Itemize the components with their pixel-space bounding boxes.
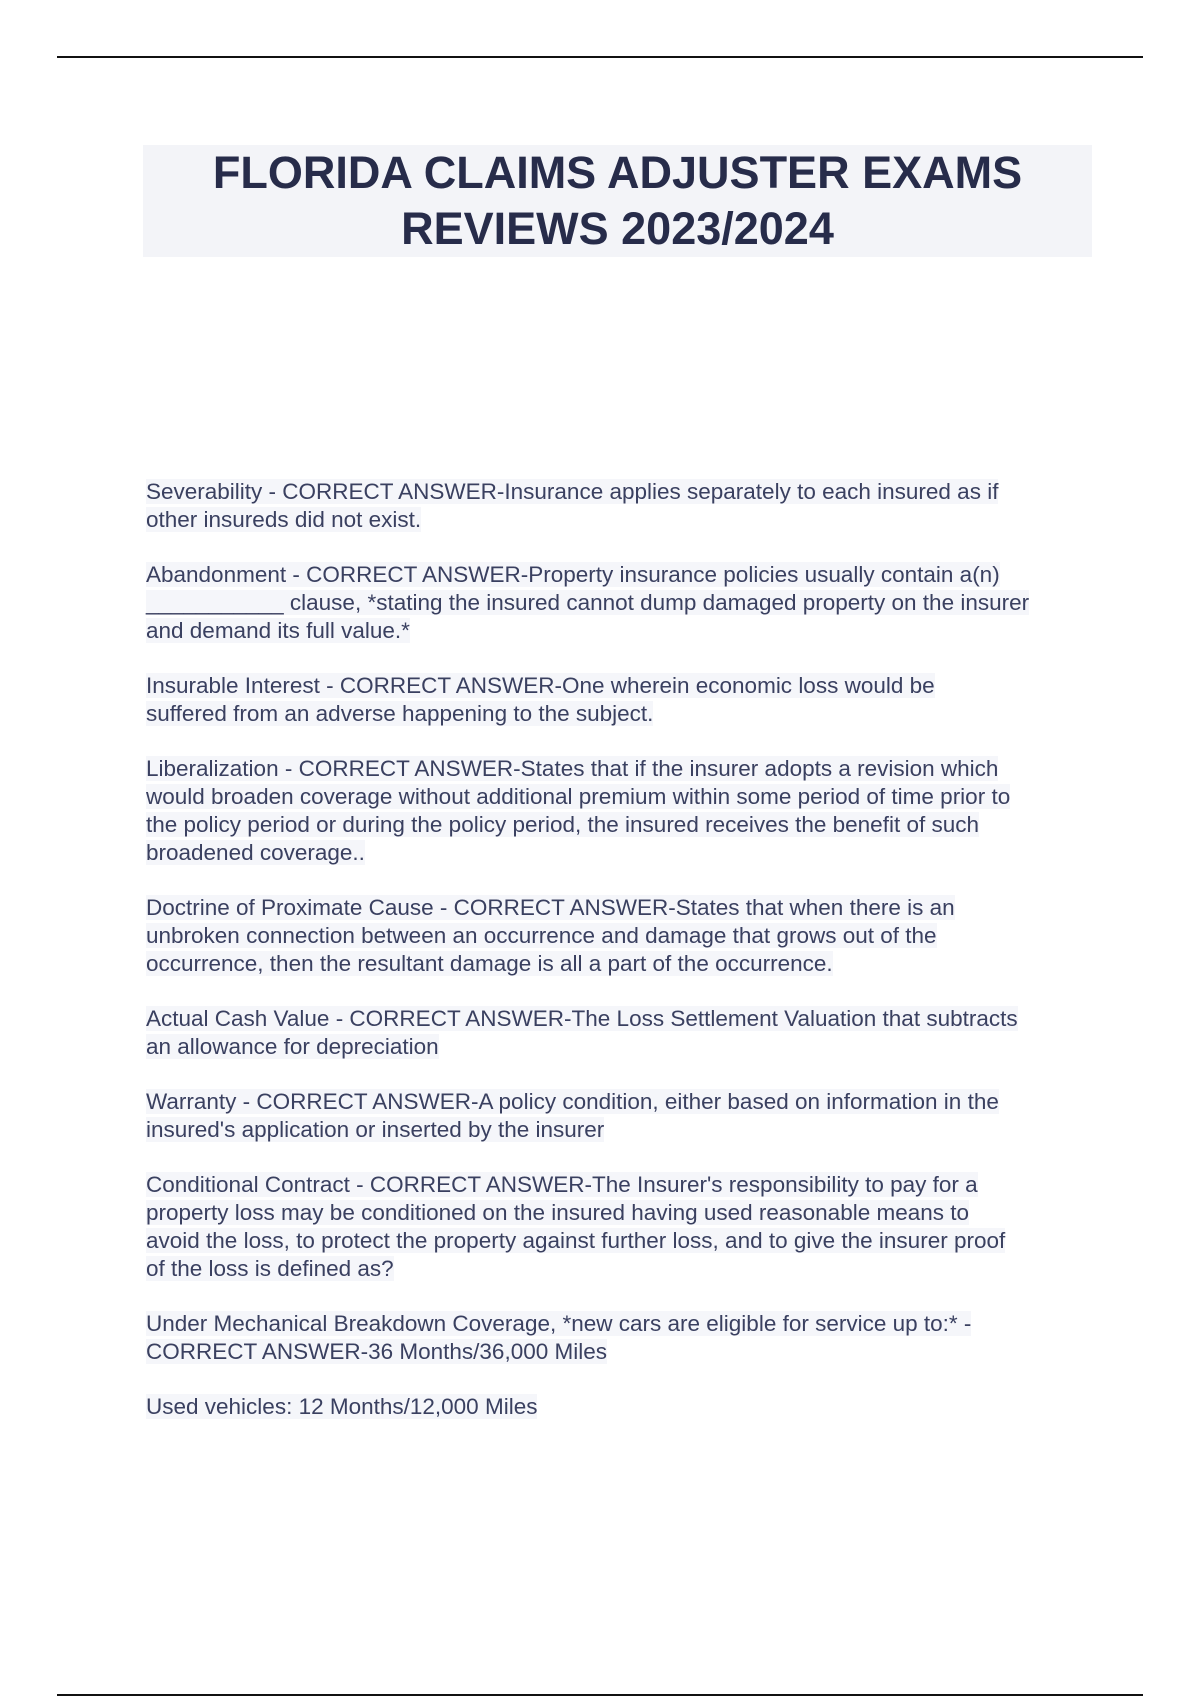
- qa-entry-line: [146, 1338, 1092, 1366]
- qa-entry: [146, 672, 1092, 728]
- qa-entry-text: Actual Cash Value - CORRECT ANSWER-The Loss Settlement Valuation that subtracts: [146, 1006, 1018, 1031]
- qa-entry-text: Used vehicles: 12 Months/12,000 Miles: [146, 1394, 538, 1419]
- qa-entry-line: [146, 589, 1092, 617]
- qa-entry-line: [146, 1171, 1092, 1199]
- qa-entries: [146, 478, 1092, 1448]
- qa-entry-line: [146, 1227, 1092, 1255]
- qa-entry-text: Warranty - CORRECT ANSWER-A policy condition, either based on information in the: [146, 1089, 999, 1114]
- qa-entry: [146, 755, 1092, 867]
- qa-entry: [146, 1171, 1092, 1283]
- qa-entry-text: suffered from an adverse happening to the subject.: [146, 701, 654, 726]
- qa-entry: [146, 1088, 1092, 1144]
- title-line-2: REVIEWS 2023/2024: [401, 203, 834, 254]
- qa-entry-text: avoid the loss, to protect the property against further loss, and to give the insurer proof: [146, 1228, 1006, 1253]
- qa-entry-line: [146, 478, 1092, 506]
- qa-entry-line: [146, 950, 1092, 978]
- qa-entry-line: [146, 1033, 1092, 1061]
- qa-entry-text: Conditional Contract - CORRECT ANSWER-The Insurer's responsibility to pay for a: [146, 1172, 978, 1197]
- top-rule: [57, 56, 1143, 58]
- title-banner: [143, 145, 1092, 257]
- qa-entry-text: the policy period or during the policy period, the insured receives the benefit of such: [146, 812, 979, 837]
- qa-entry-line: [146, 700, 1092, 728]
- qa-entry-text: unbroken connection between an occurrence and damage that grows out of the: [146, 923, 937, 948]
- qa-entry: [146, 478, 1092, 534]
- title-line-1: FLORIDA CLAIMS ADJUSTER EXAMS: [212, 147, 1023, 198]
- qa-entry-line: [146, 617, 1092, 645]
- qa-entry-text: and demand its full value.*: [146, 618, 410, 643]
- qa-entry-line: [146, 839, 1092, 867]
- qa-entry-text: Severability - CORRECT ANSWER-Insurance applies separately to each insured as if: [146, 479, 999, 504]
- qa-entry-text: CORRECT ANSWER-36 Months/36,000 Miles: [146, 1339, 607, 1364]
- qa-entry-text: would broaden coverage without additional premium within some period of time prior to: [146, 784, 1011, 809]
- qa-entry-line: [146, 1088, 1092, 1116]
- qa-entry-text: property loss may be conditioned on the insured having used reasonable means to: [146, 1200, 970, 1225]
- qa-entry: [146, 1310, 1092, 1366]
- qa-entry-line: [146, 922, 1092, 950]
- qa-entry-text: insured's application or inserted by the insurer: [146, 1117, 605, 1142]
- qa-entry: [146, 1005, 1092, 1061]
- qa-entry-line: [146, 1393, 1092, 1421]
- qa-entry-line: [146, 1116, 1092, 1144]
- qa-entry-line: [146, 506, 1092, 534]
- qa-entry: [146, 894, 1092, 978]
- qa-entry-text: Doctrine of Proximate Cause - CORRECT ANSWER-States that when there is an: [146, 895, 955, 920]
- qa-entry-line: [146, 561, 1092, 589]
- qa-entry-line: [146, 672, 1092, 700]
- qa-entry-text: Liberalization - CORRECT ANSWER-States that if the insurer adopts a revision which: [146, 756, 999, 781]
- qa-entry-text: occurrence, then the resultant damage is all a part of the occurrence.: [146, 951, 833, 976]
- qa-entry-text: ___________ clause, *stating the insured cannot dump damaged property on the insurer: [146, 590, 1030, 615]
- qa-entry-text: Under Mechanical Breakdown Coverage, *new cars are eligible for service up to:* -: [146, 1311, 972, 1336]
- qa-entry-text: broadened coverage..: [146, 840, 365, 865]
- qa-entry-text: an allowance for depreciation: [146, 1034, 439, 1059]
- document-title: [213, 145, 1022, 257]
- qa-entry-line: [146, 1310, 1092, 1338]
- qa-entry-line: [146, 811, 1092, 839]
- qa-entry-line: [146, 1005, 1092, 1033]
- qa-entry-text: Insurable Interest - CORRECT ANSWER-One wherein economic loss would be: [146, 673, 935, 698]
- qa-entry-line: [146, 894, 1092, 922]
- qa-entry-text: other insureds did not exist.: [146, 507, 422, 532]
- qa-entry-line: [146, 1255, 1092, 1283]
- qa-entry-line: [146, 783, 1092, 811]
- qa-entry-line: [146, 755, 1092, 783]
- qa-entry: [146, 561, 1092, 645]
- qa-entry-text: of the loss is defined as?: [146, 1256, 394, 1281]
- qa-entry-text: Abandonment - CORRECT ANSWER-Property insurance policies usually contain a(n): [146, 562, 1000, 587]
- qa-entry-line: [146, 1199, 1092, 1227]
- bottom-rule: [57, 1694, 1143, 1696]
- qa-entry: [146, 1393, 1092, 1421]
